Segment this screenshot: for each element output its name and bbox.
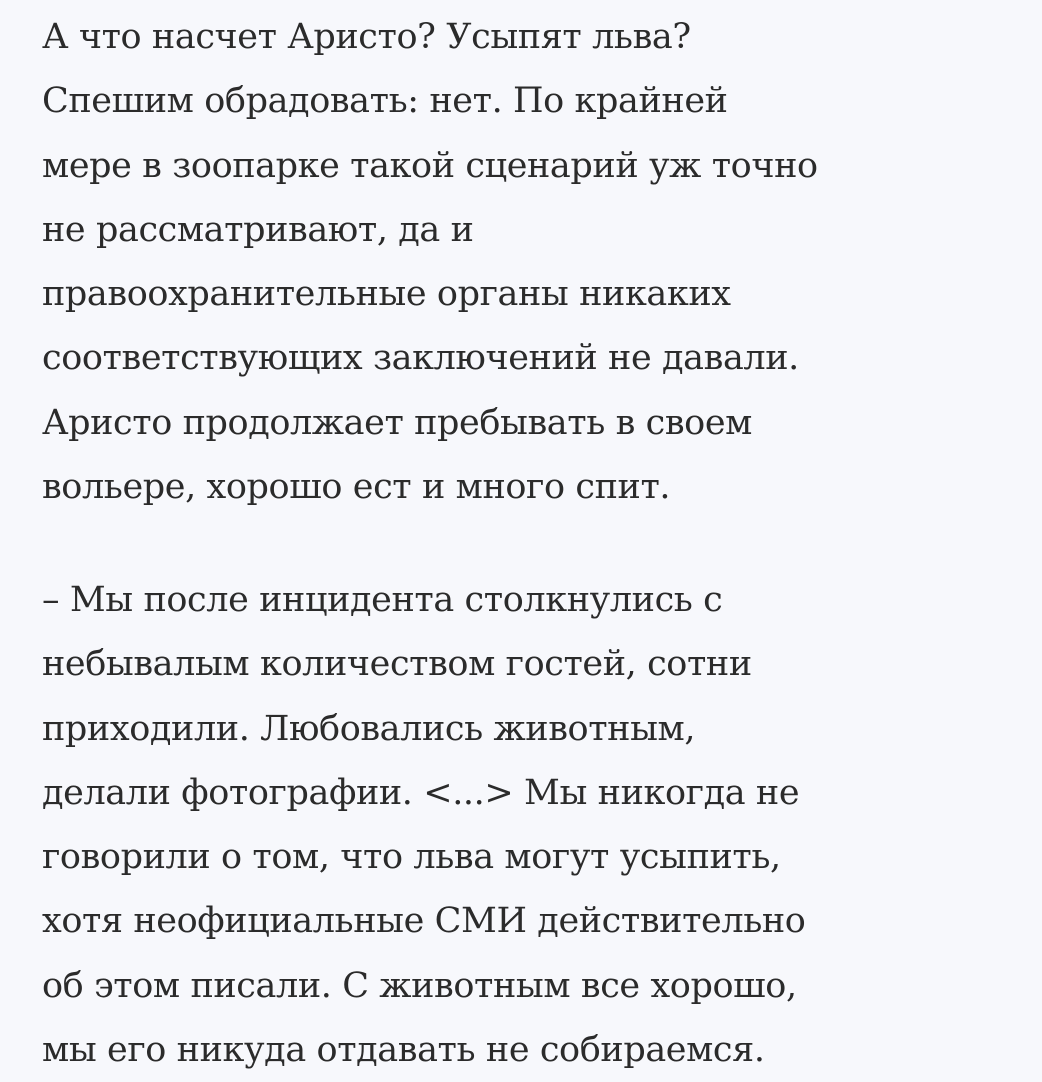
text-line: небывалым количеством гостей, сотни — [42, 644, 752, 685]
text-line: говорили о том, что льва могут усыпить, — [42, 837, 781, 878]
text-line: об этом писали. С животным все хорошо, — [42, 965, 797, 1006]
text-line: хотя неофициальные СМИ действительно — [42, 901, 806, 942]
paragraph-aristo-status — [42, 5, 1010, 519]
paragraph-zoo-quote — [42, 568, 1010, 1082]
text-line: А что насчет Аристо? Усыпят льва? — [42, 17, 691, 57]
text-line: правоохранительные органы никаких — [42, 274, 731, 315]
text-line: соответствующих заключений не давали. — [42, 338, 799, 379]
text-line: – Мы после инцидента столкнулись с — [42, 580, 723, 620]
text-line: приходили. Любовались животным, — [42, 708, 696, 749]
text-line: вольере, хорошо ест и много спит. — [42, 467, 671, 508]
text-line: мере в зоопарке такой сценарий уж точно — [42, 145, 818, 186]
text-line: мы его никуда отдавать не собираемся. — [42, 1030, 765, 1071]
text-line: не рассматривают, да и — [42, 209, 474, 250]
text-line: Спешим обрадовать: нет. По крайней — [42, 81, 728, 122]
text-line: Аристо продолжает пребывать в своем — [42, 402, 752, 443]
text-line: делали фотографии. <...> Мы никогда не — [42, 772, 800, 813]
